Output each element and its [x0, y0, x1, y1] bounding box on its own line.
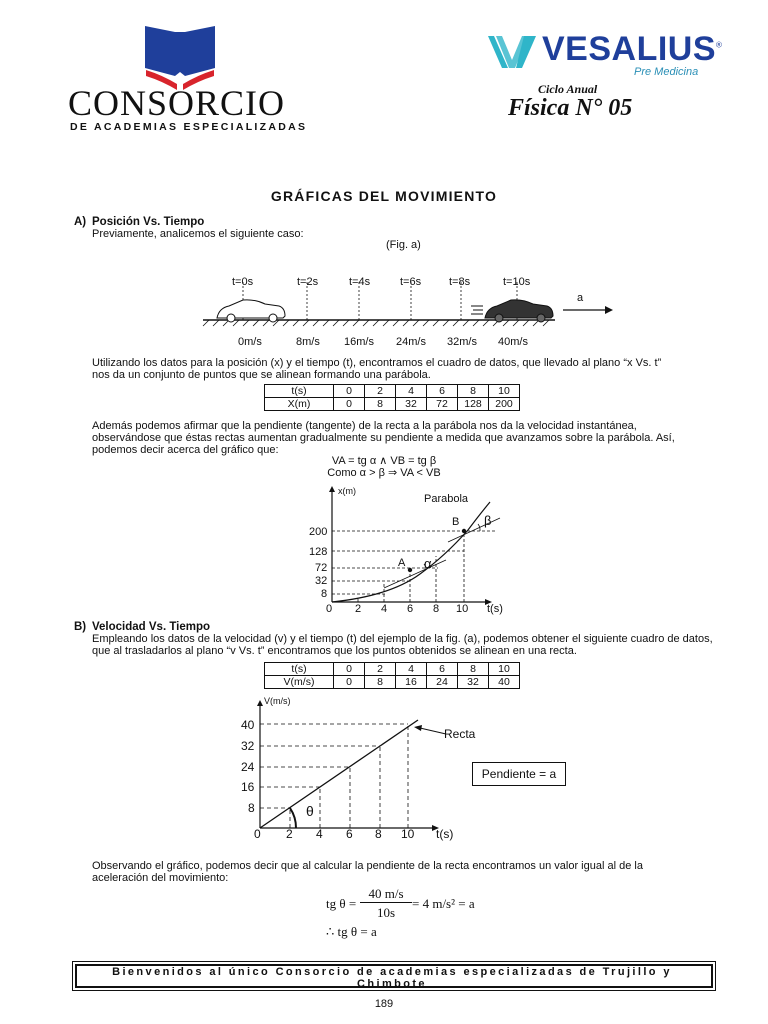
table-cell: 8 — [365, 676, 396, 689]
vesalius-wordmark: VESALIUS® — [542, 30, 723, 68]
table-row — [265, 398, 520, 411]
page-title: GRÁFICAS DEL MOVIMIENTO — [270, 188, 498, 204]
table-cell: 2 — [365, 385, 396, 398]
section-a-heading: Posición Vs. Tiempo — [92, 216, 205, 228]
table-cell: 128 — [458, 398, 489, 411]
velocity-time-graph — [236, 694, 452, 844]
table-cell: 16 — [396, 676, 427, 689]
position-time-table — [264, 384, 520, 411]
graph-a-y-tick-8: 8 — [321, 588, 328, 600]
equation-denominator: 10s — [376, 905, 396, 920]
graph-a-y-tick-72: 72 — [315, 562, 328, 574]
graph-b-x-tick-4: 4 — [316, 827, 323, 841]
table-cell: 2 — [365, 663, 396, 676]
table-cell: 4 — [396, 385, 427, 398]
graph-a-y-tick-32: 32 — [315, 575, 328, 587]
car-end-icon — [471, 300, 553, 322]
table-cell: 40 — [489, 676, 520, 689]
graph-a-point-a: A — [398, 557, 406, 569]
graph-a-x-tick-4: 4 — [381, 603, 388, 615]
section-a-intro: Previamente, analicemos el siguiente caso: — [92, 228, 304, 240]
graph-a-curve-label: Parabola — [424, 493, 469, 505]
section-a-paragraph-2-line-2: observándose que éstas rectas aumentan gradualmente su pendiente a medida que avanzamos sobre la parábola. Así, — [92, 432, 675, 444]
page-number: 189 — [374, 998, 394, 1010]
graph-b-y-tick-32: 32 — [241, 739, 255, 753]
speed-label-24: 24m/s — [396, 336, 426, 348]
table-row — [265, 663, 520, 676]
table-row — [265, 676, 520, 689]
graph-b-y-tick-16: 16 — [241, 780, 255, 794]
table-cell: 10 — [489, 663, 520, 676]
table-cell: 0 — [334, 676, 365, 689]
table-cell: 6 — [427, 663, 458, 676]
time-label-10: t=10s — [503, 276, 531, 288]
equation-rhs: = 4 m/s² = a — [412, 896, 475, 911]
graph-a-x-axis-label: t(s) — [487, 603, 503, 615]
table-cell: 24 — [427, 676, 458, 689]
consorcio-subtitle: DE ACADEMIAS ESPECIALIZADAS — [70, 121, 308, 133]
graph-a-beta: β — [484, 513, 492, 528]
car-start-icon — [217, 300, 285, 322]
speed-label-32: 32m/s — [447, 336, 477, 348]
formula-comparison: Como α > β ⇒ VA < VB — [327, 467, 441, 479]
section-a-paragraph-2-line-3: podemos decir acerca del gráfico que: — [92, 444, 279, 456]
graph-b-y-axis-label: V(m/s) — [264, 696, 291, 706]
equation-conclusion: ∴ tg θ = a — [326, 924, 377, 939]
graph-b-x-tick-2: 2 — [286, 827, 293, 841]
formula-velocities: VA = tg α ∧ VB = tg β — [331, 455, 437, 467]
section-a-paragraph-1-line-1: Utilizando los datos para la posición (x) y el tiempo (t), encontramos el cuadro de datos, que llevado al plano “x Vs. t” — [92, 357, 662, 369]
table-cell: 0 — [334, 663, 365, 676]
graph-b-x-tick-0: 0 — [254, 827, 261, 841]
acceleration-arrow — [563, 306, 613, 314]
graph-a-y-tick-128: 128 — [309, 546, 328, 558]
vesalius-subtitle: Pre Medicina — [634, 66, 699, 78]
acceleration-label: a — [577, 292, 584, 304]
section-a-paragraph-2-line-1: Además podemos afirmar que la pendiente (tangente) de la recta a la parábola nos da la velocidad instantánea, — [92, 420, 637, 432]
graph-b-y-tick-8: 8 — [248, 801, 255, 815]
table-cell: 0 — [334, 385, 365, 398]
equation-lhs: tg θ = — [326, 896, 357, 911]
speed-label-40: 40m/s — [498, 336, 528, 348]
graph-b-x-tick-10: 10 — [401, 827, 415, 841]
velocity-time-table — [264, 662, 520, 689]
recta-pointer-arrow — [412, 724, 448, 740]
table-cell: 8 — [458, 385, 489, 398]
slope-box: Pendiente = a — [472, 762, 566, 786]
graph-a-y-tick-200: 200 — [309, 526, 328, 538]
section-b-heading: Velocidad Vs. Tiempo — [92, 621, 211, 633]
table-cell: 8 — [458, 663, 489, 676]
section-b-label: B) — [74, 621, 87, 633]
table-row — [265, 385, 520, 398]
table-cell: 32 — [396, 398, 427, 411]
fig-a-label: (Fig. a) — [386, 239, 421, 251]
graph-a-x-tick-8: 8 — [433, 603, 440, 615]
graph-a-point-b: B — [452, 516, 460, 528]
section-b-paragraph-2-line-1: Observando el gráfico, podemos decir que al calcular la pendiente de la recta encontramos un valor igual al de la — [92, 860, 643, 872]
time-label-8: t=8s — [449, 276, 471, 288]
speed-label-0: 0m/s — [238, 336, 262, 348]
footer-text: Bienvenidos al único Consorcio de academias especializadas de Trujillo y Chimbote — [112, 966, 672, 990]
time-label-2: t=2s — [297, 276, 319, 288]
table-cell: t(s) — [265, 663, 334, 676]
speed-label-8: 8m/s — [296, 336, 320, 348]
time-label-6: t=6s — [400, 276, 422, 288]
graph-b-x-tick-8: 8 — [375, 827, 382, 841]
section-b-paragraph-2-line-2: aceleración del movimiento: — [92, 872, 229, 884]
table-cell: 32 — [458, 676, 489, 689]
position-time-graph — [300, 484, 510, 618]
graph-b-y-tick-24: 24 — [241, 760, 255, 774]
graph-b-line-label: Recta — [444, 727, 476, 741]
table-cell: 6 — [427, 385, 458, 398]
speed-label-16: 16m/s — [344, 336, 374, 348]
graph-a-x-tick-2: 2 — [355, 603, 362, 615]
graph-b-y-tick-40: 40 — [241, 718, 255, 732]
cycle-label: Ciclo Anual — [538, 82, 598, 96]
graph-a-alpha: α — [424, 556, 432, 571]
table-cell: 200 — [489, 398, 520, 411]
table-cell: 72 — [427, 398, 458, 411]
graph-a-x-tick-6: 6 — [407, 603, 414, 615]
graph-b-theta: θ — [306, 803, 314, 819]
graph-b-x-tick-6: 6 — [346, 827, 353, 841]
table-cell: 10 — [489, 385, 520, 398]
subject-title: Física N° 05 — [508, 95, 633, 121]
section-b-paragraph-1-line-2: que al trasladarlos al plano “v Vs. t” encontramos que los puntos obtenidos se alinean en una recta. — [92, 645, 577, 657]
time-label-0: t=0s — [232, 276, 254, 288]
table-cell: V(m/s) — [265, 676, 334, 689]
graph-a-x-tick-10: 10 — [456, 603, 469, 615]
section-b-paragraph-1-line-1: Empleando los datos de la velocidad (v) y el tiempo (t) del ejemplo de la fig. (a), podemos obtener el siguiente cuadro de datos, — [92, 633, 713, 645]
consorcio-wordmark: CONSORCIO — [68, 83, 286, 123]
table-cell: 0 — [334, 398, 365, 411]
graph-a-y-axis-label: x(m) — [338, 486, 356, 496]
graph-a-x-tick-0: 0 — [326, 603, 333, 615]
time-label-4: t=4s — [349, 276, 371, 288]
table-cell: X(m) — [265, 398, 334, 411]
section-a-label: A) — [74, 216, 87, 228]
equation-numerator: 40 m/s — [360, 886, 412, 903]
table-cell: t(s) — [265, 385, 334, 398]
table-cell: 4 — [396, 663, 427, 676]
graph-b-x-axis-label: t(s) — [436, 827, 454, 841]
vesalius-v-icon — [484, 30, 540, 74]
section-a-paragraph-1-line-2: nos da un conjunto de puntos que se alinean formando una parábola. — [92, 369, 431, 381]
table-cell: 8 — [365, 398, 396, 411]
